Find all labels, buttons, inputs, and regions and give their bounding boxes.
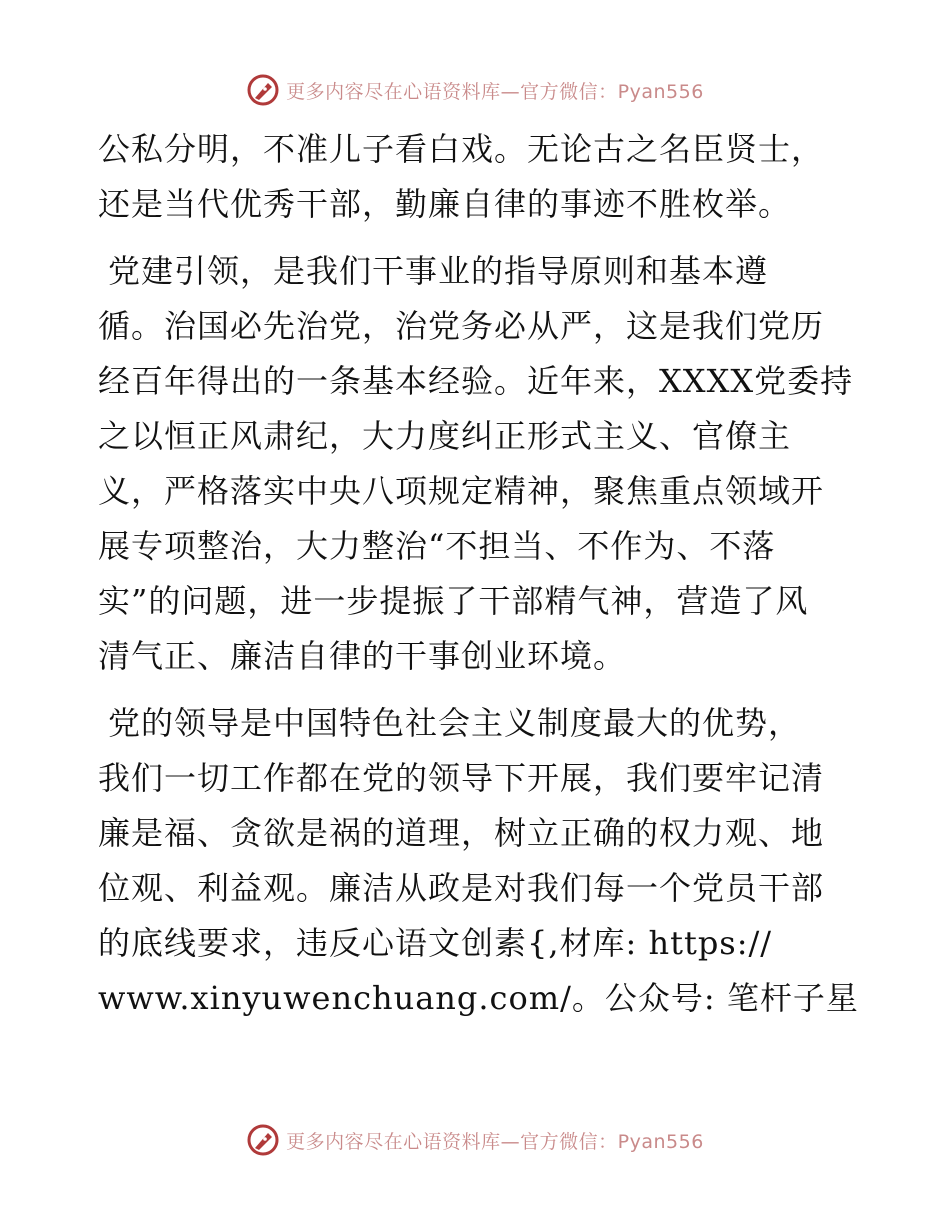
paragraph-3 <box>98 696 868 1026</box>
text-line: 循。治国必先治党，治党务必从严，这是我们党历 <box>98 307 825 345</box>
text-line: 党的领导是中国特色社会主义制度最大的优势， <box>108 704 802 742</box>
pen-nib-logo-icon <box>246 1123 280 1157</box>
text-line: 廉是福、贪欲是祸的道理，树立正确的权力观、地 <box>98 814 825 852</box>
document-body <box>98 122 868 1038</box>
text-line: 还是当代优秀干部，勤廉自律的事迹不胜枚举。 <box>98 185 792 223</box>
text-line: 清气正、廉洁自律的干事创业环境。 <box>98 637 627 675</box>
text-line: 实”的问题，进一步提振了干部精气神，营造了风 <box>98 582 809 620</box>
text-line: 展专项整治，大力整治“不担当、不作为、不落 <box>98 527 776 565</box>
text-line: 公私分明，不准儿子看白戏。无论古之名臣贤士， <box>98 130 825 168</box>
footer-banner <box>0 1120 950 1160</box>
paragraph-2 <box>98 244 868 684</box>
text-line: 之以恒正风肃纪，大力度纠正形式主义、官僚主 <box>98 417 792 455</box>
text-line: 的底线要求，违反心语文创素{,材库: https:// <box>98 924 773 962</box>
text-line: 党建引领，是我们干事业的指导原则和基本遵 <box>108 252 769 290</box>
header-banner <box>0 70 950 110</box>
text-line: 经百年得出的一条基本经验。近年来，XXXX党委持 <box>98 362 854 400</box>
text-line: 位观、利益观。廉洁从政是对我们每一个党员干部 <box>98 869 825 907</box>
text-line: www.xinyuwenchuang.com/。公众号: 笔杆子星 <box>98 979 859 1017</box>
pen-nib-logo-icon <box>246 73 280 107</box>
paragraph-1 <box>98 122 868 232</box>
text-line: 我们一切工作都在党的领导下开展，我们要牢记清 <box>98 759 825 797</box>
footer-banner-text: 更多内容尽在心语资料库—官方微信：Pyan556 <box>286 1130 704 1153</box>
text-line: 义，严格落实中央八项规定精神，聚焦重点领域开 <box>98 472 825 510</box>
header-banner-text: 更多内容尽在心语资料库—官方微信：Pyan556 <box>286 80 704 103</box>
